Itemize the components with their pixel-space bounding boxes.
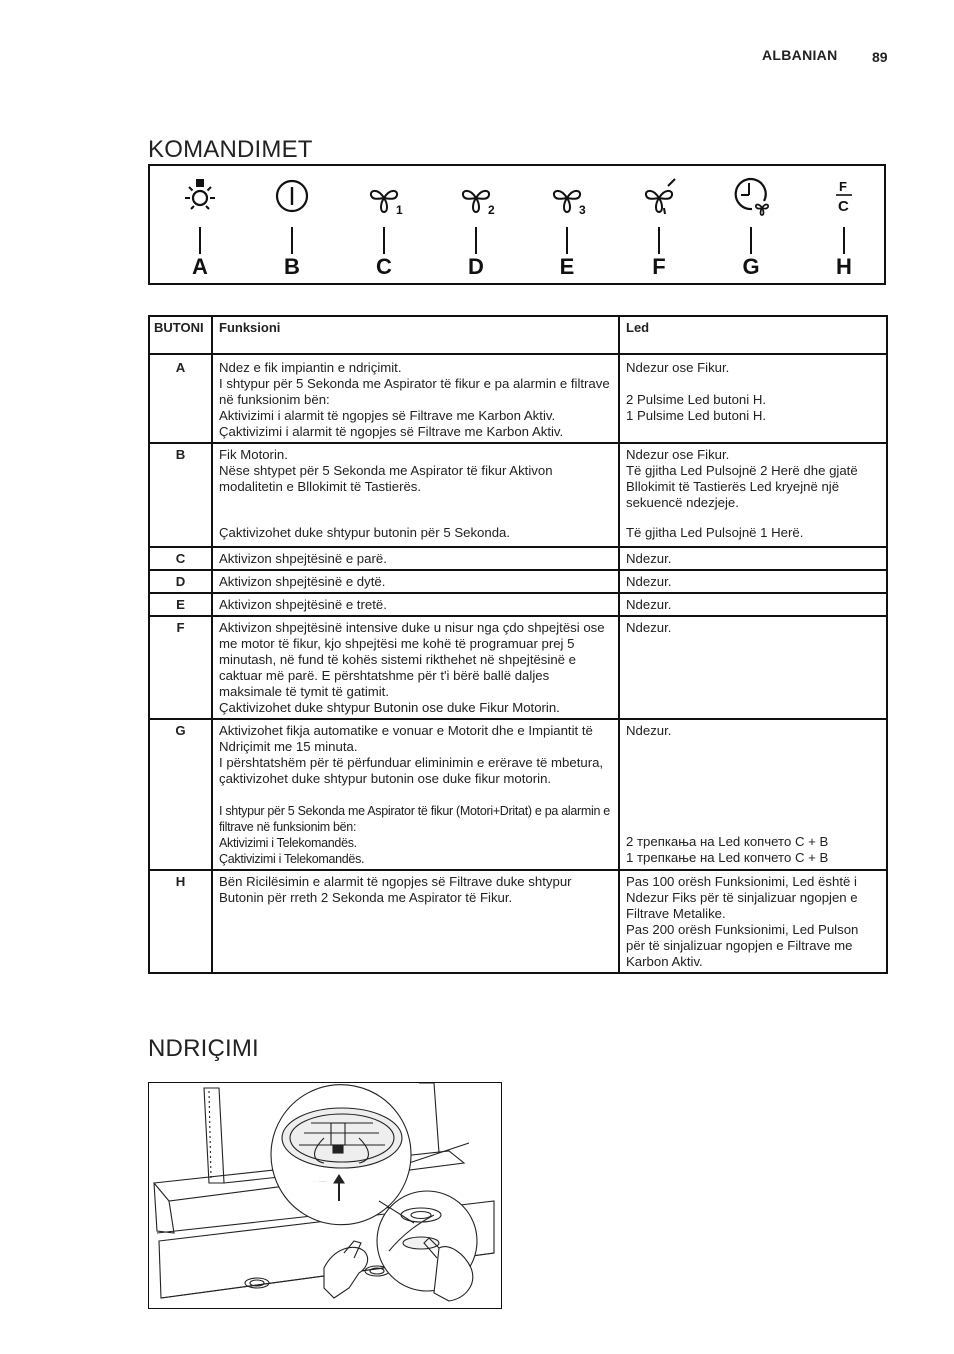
filter-c-label: C bbox=[838, 198, 849, 215]
row-button: G bbox=[149, 719, 212, 870]
section-title-controls: KOMANDIMET bbox=[148, 136, 313, 163]
led-line: 1 Pulsime Led butoni H. bbox=[626, 408, 767, 423]
function-line: Çaktivizimi i Telekomandës. bbox=[219, 852, 365, 866]
function-line: Çaktivizohet duke shtypur butonin për 5 Sekonda. bbox=[219, 525, 511, 540]
hood-lamp-replacement-drawing bbox=[149, 1083, 502, 1309]
row-button: D bbox=[149, 570, 212, 593]
fan-speed-3-icon bbox=[547, 174, 591, 222]
led-line: 1 трепкање на Led копчето C + B bbox=[626, 850, 829, 865]
row-function bbox=[212, 354, 619, 443]
row-function: Aktivizon shpejtësinë e dytë. bbox=[212, 570, 619, 593]
control-letter: D bbox=[468, 254, 484, 279]
timer-fan-icon bbox=[731, 174, 775, 222]
led-line: 2 Pulsime Led butoni H. bbox=[626, 392, 767, 407]
control-f bbox=[629, 166, 689, 283]
page-number: 89 bbox=[872, 49, 888, 65]
fan-speed-1-icon bbox=[364, 174, 408, 222]
function-line: I shtypur për 5 Sekonda me Aspirator të fikur e pa alarmin e filtrave në funksionim bën: bbox=[219, 376, 610, 407]
table-row bbox=[149, 870, 887, 973]
row-function bbox=[212, 443, 619, 547]
function-line: Ndez e fik impiantin e ndriçimit. bbox=[219, 360, 402, 375]
function-table bbox=[148, 315, 888, 974]
table-row bbox=[149, 547, 887, 570]
control-e bbox=[537, 166, 597, 283]
header-language: ALBANIAN bbox=[762, 47, 838, 63]
table-row bbox=[149, 570, 887, 593]
row-function bbox=[212, 719, 619, 870]
control-letter: A bbox=[192, 254, 208, 279]
row-led bbox=[619, 719, 887, 870]
control-letter: G bbox=[742, 254, 760, 279]
function-line: Aktivizohet fikja automatike e vonuar e Motorit dhe e Impiantit të Ndriçimit me 15 minuta. bbox=[219, 723, 593, 754]
control-a bbox=[170, 166, 230, 283]
section-title-lighting: NDRIÇIMI bbox=[148, 1035, 259, 1062]
row-led bbox=[619, 354, 887, 443]
table-row bbox=[149, 616, 887, 719]
led-line: Pas 100 orësh Funksionimi, Led është i Ndezur Fiks për të sinjalizuar ngopjen e Filtrave Metalike. bbox=[626, 874, 858, 921]
led-line: Ndezur ose Fikur. bbox=[626, 360, 730, 375]
control-letter: E bbox=[559, 254, 575, 279]
led-line: 2 трепкања на Led копчето C + B bbox=[626, 834, 829, 849]
led-line: Pas 200 orësh Funksionimi, Led Pulson për të sinjalizuar ngopjen e Filtrave me Karbon Aktiv. bbox=[626, 922, 859, 969]
row-led bbox=[619, 443, 887, 547]
control-h bbox=[814, 166, 874, 283]
table-header-row bbox=[149, 316, 887, 354]
function-line: Aktivizimi i alarmit të ngopjes së Filtrave me Karbon Aktiv. bbox=[219, 408, 556, 423]
fan-speed-2-icon bbox=[456, 174, 500, 222]
row-led bbox=[619, 870, 887, 973]
control-letter: F bbox=[652, 254, 666, 279]
led-line: Të gjitha Led Pulsojnë 1 Herë. bbox=[626, 525, 804, 540]
control-d bbox=[446, 166, 506, 283]
row-button: H bbox=[149, 870, 212, 973]
row-button: B bbox=[149, 443, 212, 547]
row-led: Ndezur. bbox=[619, 570, 887, 593]
row-function: Aktivizon shpejtësinë e parë. bbox=[212, 547, 619, 570]
table-row bbox=[149, 593, 887, 616]
fan-intensive-icon bbox=[639, 174, 683, 222]
filter-fc-icon bbox=[824, 174, 864, 222]
svg-text:2: 2 bbox=[488, 203, 495, 217]
led-line: Ndezur. bbox=[626, 723, 672, 738]
row-button: C bbox=[149, 547, 212, 570]
row-led: Ndezur. bbox=[619, 616, 887, 719]
svg-text:1: 1 bbox=[396, 203, 403, 217]
row-function: Aktivizon shpejtësinë e tretë. bbox=[212, 593, 619, 616]
row-button: E bbox=[149, 593, 212, 616]
table-row bbox=[149, 719, 887, 870]
function-line: Çaktivizimi i alarmit të ngopjes së Filtrave me Karbon Aktiv. bbox=[219, 424, 564, 439]
function-line: Aktivizimi i Telekomandës. bbox=[219, 836, 357, 850]
table-row bbox=[149, 354, 887, 443]
header-button: BUTONI bbox=[149, 316, 212, 354]
function-line: I përshtatshëm për të përfunduar eliminimin e erërave të mbetura, çaktivizohet duke shtypur butonin ose duke fikur motorin. bbox=[219, 755, 604, 786]
table-row bbox=[149, 443, 887, 547]
filter-f-label: F bbox=[839, 179, 847, 194]
row-function bbox=[212, 616, 619, 719]
power-off-icon bbox=[272, 174, 312, 222]
control-letter: B bbox=[284, 254, 300, 279]
row-led: Ndezur. bbox=[619, 547, 887, 570]
control-b bbox=[262, 166, 322, 283]
function-line: Çaktivizohet duke shtypur Butonin ose duke Fikur Motorin. bbox=[219, 700, 560, 715]
svg-text:3: 3 bbox=[579, 203, 586, 217]
lighting-illustration bbox=[148, 1082, 502, 1309]
function-line: Aktivizon shpejtësinë intensive duke u nisur nga çdo shpejtësi ose me motor të fikur, kjo shpejtësi me kohë të programuar prej 5 minutash, në fund të kohës sistemi rikthehet në shpejtësinë e caktuar më parë. E përshtatshme për t'i bërë ballë daljes maksimale të tymit të gatimit. bbox=[219, 620, 605, 699]
control-panel-diagram bbox=[148, 164, 886, 285]
row-button: F bbox=[149, 616, 212, 719]
control-c bbox=[354, 166, 414, 283]
led-line: Të gjitha Led Pulsojnë 2 Herë dhe gjatë Bllokimit të Tastierës Led kryejnë një sekuencë ndezjeje. bbox=[626, 463, 858, 510]
control-letter: C bbox=[376, 254, 392, 279]
function-line: Fik Motorin. bbox=[219, 447, 288, 462]
control-letter: H bbox=[836, 254, 852, 279]
function-line: I shtypur për 5 Sekonda me Aspirator të fikur (Motori+Dritat) e pa alarmin e filtrave në funksionim bën: bbox=[219, 804, 610, 834]
row-button: A bbox=[149, 354, 212, 443]
control-g bbox=[721, 166, 781, 283]
light-bulb-icon bbox=[180, 174, 220, 222]
led-line: Ndezur ose Fikur. bbox=[626, 447, 730, 462]
row-led: Ndezur. bbox=[619, 593, 887, 616]
header-function: Funksioni bbox=[212, 316, 619, 354]
row-function: Bën Ricilësimin e alarmit të ngopjes së Filtrave duke shtypur Butonin për rreth 2 Sekonda me Aspirator të Fikur. bbox=[212, 870, 619, 973]
header-led: Led bbox=[619, 316, 887, 354]
function-line: Nëse shtypet për 5 Sekonda me Aspirator të fikur Aktivon modalitetin e Bllokimit të Tastierës. bbox=[219, 463, 553, 494]
